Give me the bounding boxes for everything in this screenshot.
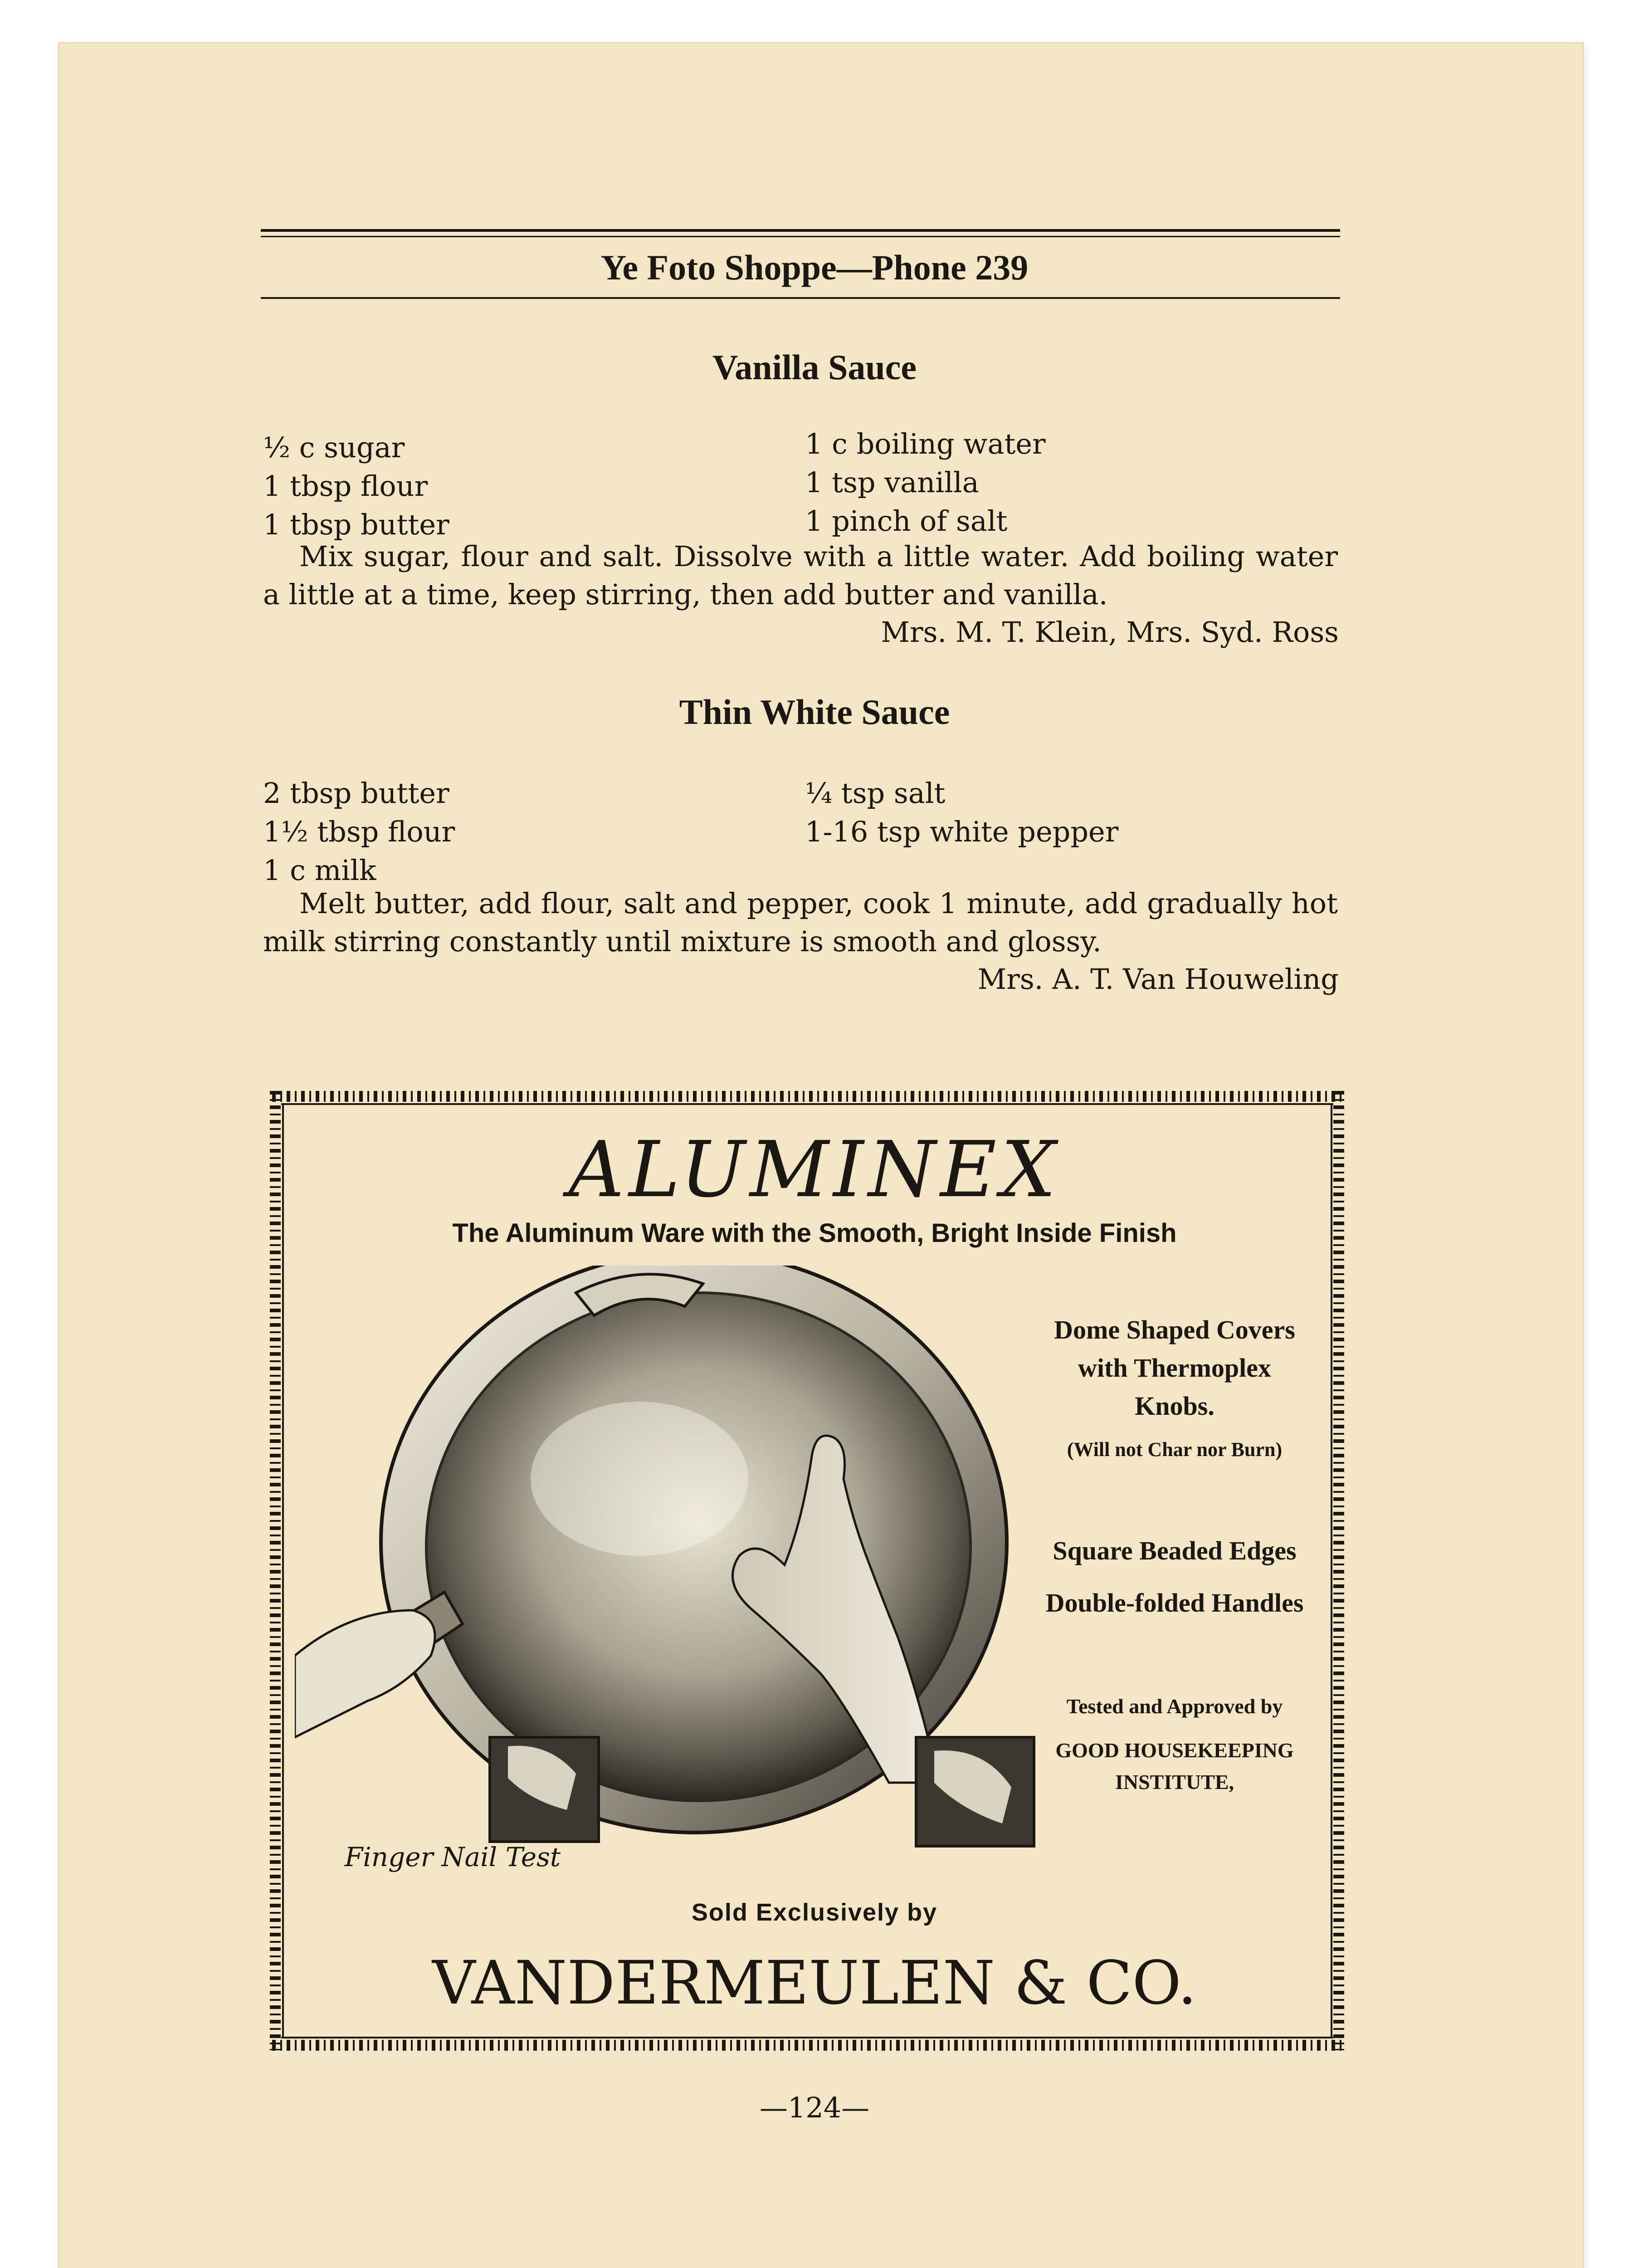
sold-by-line: Sold Exclusively by [691, 1899, 938, 1926]
ingredient: 1 tbsp flour [263, 469, 428, 503]
ingredient: 1 c milk [263, 854, 376, 887]
feature-handles: Double-folded Handles [1045, 1588, 1304, 1618]
feature-edges: Square Beaded Edges [1053, 1536, 1297, 1565]
ingredient: ½ c sugar [263, 431, 405, 464]
ingredient: 1-16 tsp white pepper [805, 815, 1119, 848]
header-top-rule-thin [261, 236, 1340, 237]
header-top-rule [261, 229, 1340, 232]
ad-tagline: The Aluminum Ware with the Smooth, Bright Inside Finish [452, 1218, 1177, 1248]
page-number: —124— [759, 2091, 870, 2124]
pan-illustration [295, 1266, 1043, 1855]
ad-border-bottom [272, 2040, 1345, 2051]
recipe-title-vanilla-sauce: Vanilla Sauce [712, 347, 917, 387]
illustration-caption: Finger Nail Test [345, 1842, 561, 1872]
feature-line: with Thermoplex [1078, 1353, 1271, 1383]
approval-line-3: INSTITUTE, [1115, 1770, 1234, 1794]
ad-brand-name: ALUMINEX [568, 1125, 1061, 1215]
recipe-directions: Mix sugar, flour and salt. Dissolve with a little water. Add boiling water a little at a time, keep stirring, then add butter and vanilla. [263, 540, 1338, 611]
ingredient: 1 c boiling water [805, 427, 1046, 460]
ingredient: 1½ tbsp flour [263, 815, 455, 848]
feature-line: Knobs. [1135, 1391, 1214, 1421]
recipe-title-thin-white-sauce: Thin White Sauce [679, 692, 950, 732]
ingredient: 1 pinch of salt [805, 504, 1008, 538]
header-bottom-rule [261, 297, 1340, 299]
feature-line: Dome Shaped Covers [1054, 1315, 1295, 1344]
company-name: VANDERMEULEN & CO. [432, 1948, 1197, 2018]
ingredient: 1 tsp vanilla [805, 466, 979, 499]
recipe-author: Mrs. M. T. Klein, Mrs. Syd. Ross [881, 616, 1339, 649]
ad-border-top [272, 1091, 1345, 1102]
ad-inner-line [281, 2037, 1333, 2038]
ad-inner-line [281, 1103, 1333, 1105]
feature-covers [1016, 1311, 1333, 1425]
ingredient: 2 tbsp butter [263, 777, 449, 810]
pan-highlight [531, 1402, 748, 1556]
page-header: Ye Foto Shoppe—Phone 239 [600, 248, 1029, 287]
left-hand [295, 1610, 435, 1737]
approval-line-2: GOOD HOUSEKEEPING [1055, 1739, 1294, 1762]
approval-line-1: Tested and Approved by [1066, 1695, 1283, 1718]
ingredient: 1 tbsp butter [263, 508, 449, 541]
feature-note: (Will not Char nor Burn) [1067, 1438, 1283, 1461]
recipe-directions: Melt butter, add flour, salt and pepper, cook 1 minute, add gradually hot milk stirring constantly until mixture is smooth and glossy. [263, 887, 1338, 958]
recipe-author: Mrs. A. T. Van Houweling [977, 963, 1339, 996]
ingredient: ¼ tsp salt [805, 777, 946, 810]
